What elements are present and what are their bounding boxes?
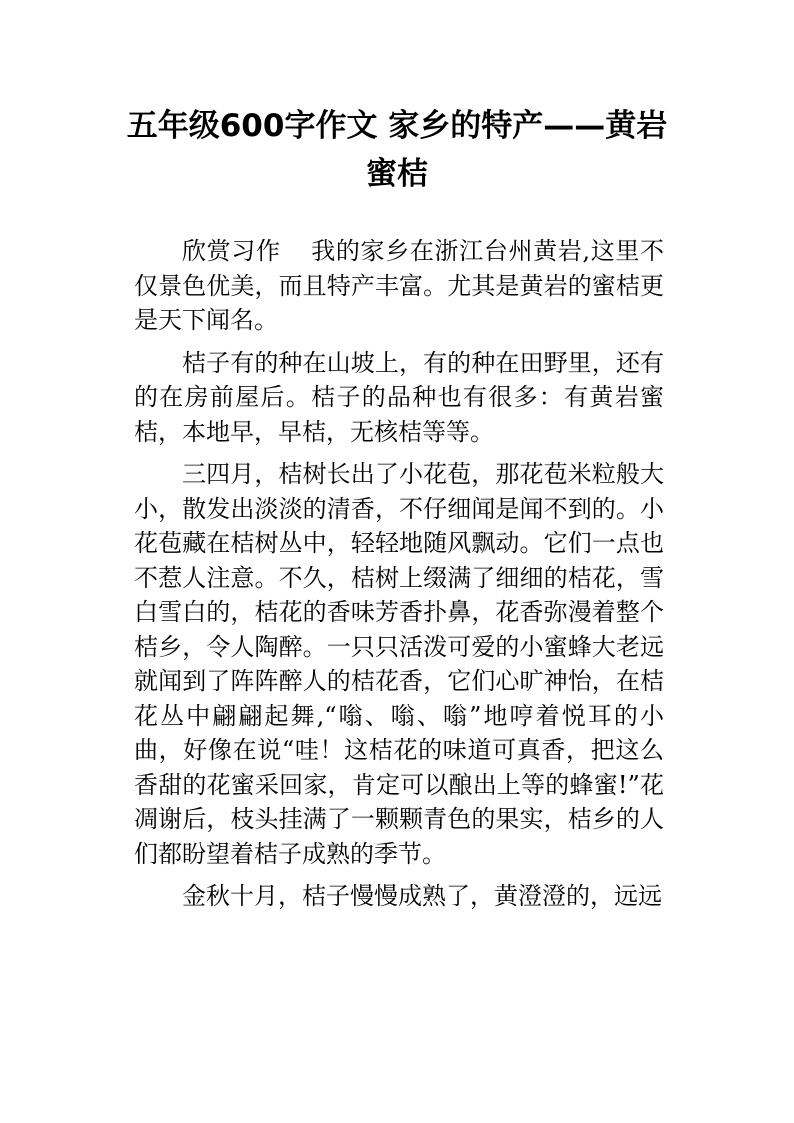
document-body bbox=[134, 234, 664, 922]
paragraph-1-text: 我的家乡在浙江台州黄岩,这里不仅景色优美，而且特产丰富。尤其是黄岩的蜜桔更是天下闻名。 bbox=[134, 237, 664, 334]
paragraph-4: 金秋十月，桔子慢慢成熟了，黄澄澄的，远远 bbox=[182, 882, 662, 910]
paragraph-1 bbox=[134, 234, 664, 338]
paragraph-2: 桔子有的种在山坡上，有的种在田野里，还有的在房前屋后。桔子的品种也有很多：有黄岩蜜桔，本地早，早桔，无核桔等等。 bbox=[134, 348, 664, 446]
section-label: 欣赏习作 bbox=[182, 237, 281, 265]
paragraph-3: 三四月，桔树长出了小花苞，那花苞米粒般大小，散发出淡淡的清香，不仔细闻是闻不到的。小花苞藏在桔树丛中，轻轻地随风飘动。它们一点也不惹人注意。不久，桔树上缀满了细细的桔花，雪白雪白的，桔花的香味芳香扑鼻，花香弥漫着整个桔乡，令人陶醉。一只只活泼可爱的小蜜蜂大老远就闻到了阵阵醉人的桔花香，它们心旷神怡，在桔花丛中翩翩起舞,“嗡、嗡、嗡”地哼着悦耳的小曲，好像在说“哇！这桔花的味道可真香，把这么香甜的花蜜采回家，肯定可以酿出上等的蜂蜜!”花凋谢后，枝头挂满了一颗颗青色的果实，桔乡的人们都盼望着桔子成熟的季节。 bbox=[134, 460, 664, 868]
document-title: 五年级600字作文 家乡的特产——黄岩蜜桔 bbox=[126, 108, 668, 192]
